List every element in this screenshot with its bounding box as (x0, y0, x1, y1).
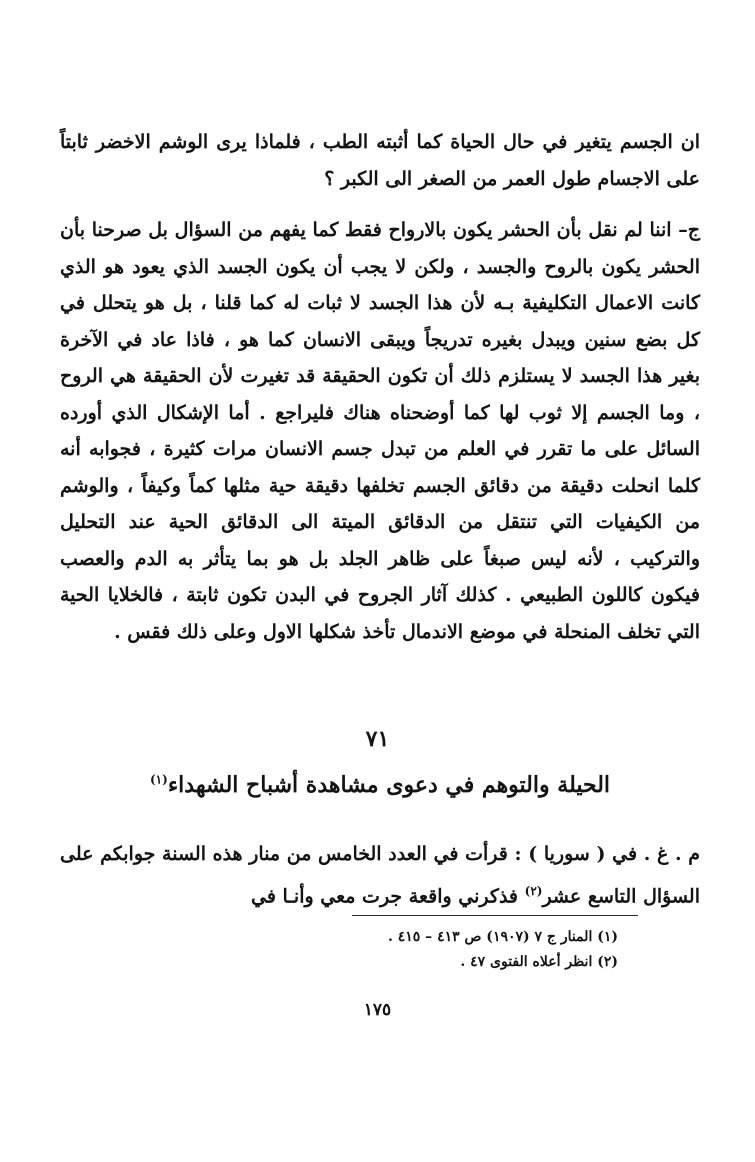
footnote-2: (٢) انظر أعلاه الفتوى ٤٧ . (460, 954, 618, 970)
section-title (60, 772, 700, 798)
letter-footnote-ref: (٢) (524, 883, 543, 898)
answer-paragraph: ج– اننا لم نقل بأن الحشر يكون بالارواح فقط كما يفهم من السؤال بل صرحنا بأن الحشر يكون بالروح والجسد ، ولكن لا يجب أن يكون الجسد الذي يعود هو الذي كانت الاعمال التكليفية بـه لأن هذا الجسد لا ثبات له كما قلنا ، بل هو يتحلل في كل بضع سنين ويبدل بغيره تدريجاً ويبقى الانسان كما هو ، فاذا عاد في الآخرة بغير هذا الجسد لا يستلزم ذلك أن تكون الحقيقة قد تغيرت لأن الحقيقة هي الروح ، وما الجسم إلا ثوب لها كما أوضحناه هناك فليراجع . أما الإشكال الذي أورده السائل على ما تقرر في العلم من تبدل جسم الانسان مرات كثيرة ، فجوابه أنه كلما انحلت دقيقة من دقائق الجسم تخلفها دقيقة حية مثلها كماً وكيفاً ، والوشم من الكيفيات التي تنتقل من الدقائق الميتة الى الدقائق الحية عند التحليل والتركيب ، لأنه ليس صبغاً على ظاهر الجلد بل هو بما يتأثر به الدم والعصب فيكون كاللون الطبيعي . كذلك آثار الجروح في البدن تكون ثابتة ، فالخلايا الحية التي تخلف المنحلة في موضع الاندمال تأخذ شكلها الاول وعلى ذلك فقس . (60, 219, 700, 643)
footnotes (300, 925, 618, 975)
footnote-divider (352, 915, 638, 916)
footnote-1: (١) المنار ج ٧ (١٩٠٧) ص ٤١٣ – ٤١٥ . (388, 929, 618, 945)
page-number: ١٧٥ (363, 1000, 392, 1020)
letter-paragraph-part1: م . غ . في ( سوريا ) : قرأت في العدد الخامس من منار هذه السنة جوابكم على السؤال التاسع عشر (60, 843, 700, 907)
question-paragraph: ان الجسم يتغير في حال الحياة كما أثبته الطب ، فلماذا يرى الوشم الاخضر ثابتاً على الاجسام طول العمر من الصغر الى الكبر ؟ (60, 131, 700, 190)
section-number: ٧١ (365, 726, 390, 752)
section-title-footnote-ref: (١) (149, 772, 168, 787)
letter-paragraph (60, 836, 700, 914)
letter-paragraph-part2: فذكرني واقعة جرت معي وأنـا في (251, 884, 525, 907)
section-title-text: الحيلة والتوهم في دعوى مشاهدة أشباح الشهداء (167, 772, 611, 798)
